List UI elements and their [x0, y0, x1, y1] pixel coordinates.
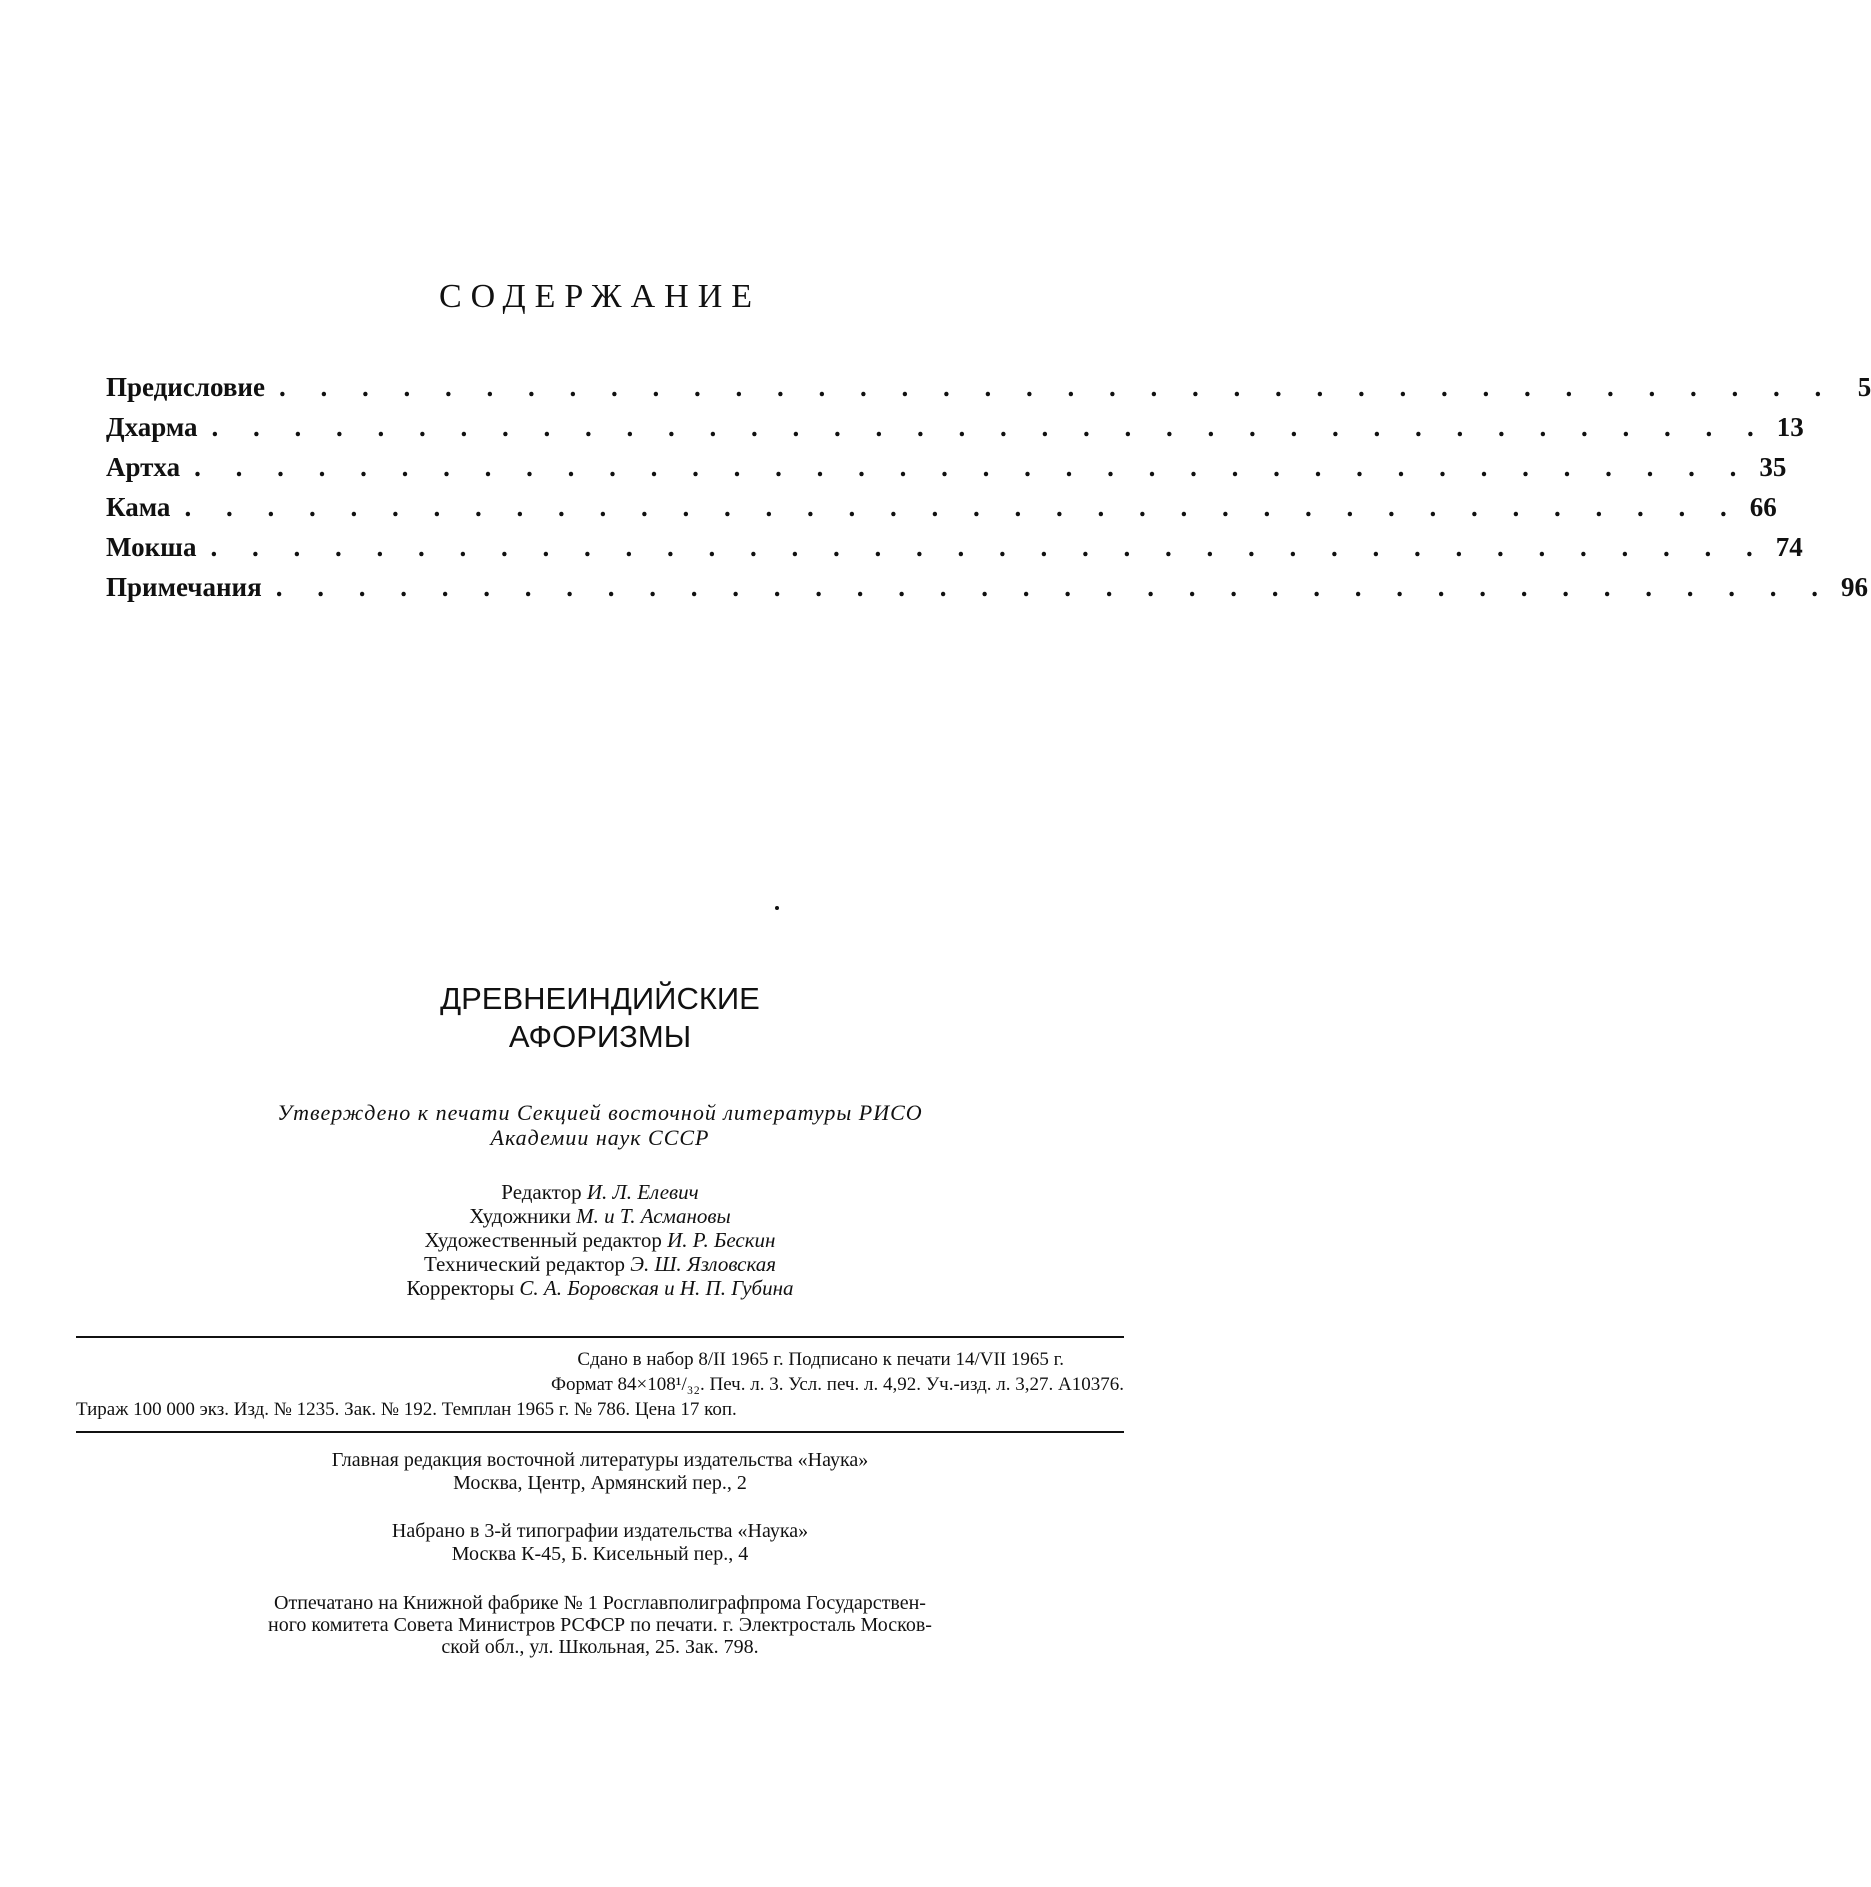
- printer-line: Отпечатано на Книжной фабрике № 1 Росглавполиграфпрома Государствен-: [274, 1592, 926, 1614]
- print-speck: [775, 906, 779, 910]
- imprint-line: Тираж 100 000 экз. Изд. № 1235. Зак. № 192. Темплан 1965 г. № 786. Цена 17 коп.: [76, 1399, 737, 1420]
- toc-leader-dots: . . . . . . . . . . . . . . . . . . . . . . . . . . . . . . . . . . . . . .: [211, 412, 1768, 442]
- credit-role: Технический редактор: [423, 1252, 626, 1276]
- credit-name: И. Л. Елевич: [586, 1180, 699, 1204]
- toc-entry-label: Примечания: [106, 572, 262, 602]
- toc-entry: [106, 452, 1787, 492]
- toc-entry-label: Дхарма: [106, 412, 198, 442]
- credits-block: [0, 1180, 1200, 1300]
- toc-leader-dots: . . . . . . . . . . . . . . . . . . . . . . . . . . . . . . . . . . . . . .: [210, 532, 1767, 562]
- credit-name: И. Р. Бескин: [667, 1228, 776, 1252]
- credit-line: [0, 1228, 1200, 1252]
- printer-info: [76, 1592, 1124, 1658]
- credit-role: Редактор: [501, 1180, 582, 1204]
- typesetter-line: Москва К-45, Б. Кисельный пер., 4: [451, 1543, 749, 1565]
- table-of-contents: [106, 372, 1871, 612]
- credit-line: [0, 1180, 1200, 1204]
- credit-role: Художественный редактор: [424, 1228, 662, 1252]
- toc-entry-label: Кама: [106, 492, 171, 522]
- toc-entry-label: Артха: [106, 452, 181, 482]
- credit-line: [0, 1276, 1200, 1300]
- credit-name: М. и Т. Асмановы: [576, 1204, 731, 1228]
- print-imprint: [76, 1347, 1124, 1422]
- toc-entry-page: 96: [1840, 572, 1868, 602]
- toc-entry-page: 13: [1776, 412, 1804, 442]
- toc-leader-dots: . . . . . . . . . . . . . . . . . . . . . . . . . . . . . . . . . . . . . .: [194, 452, 1751, 482]
- toc-entry: [106, 532, 1803, 572]
- typesetter-line: Набрано в 3-й типографии издательства «Наука»: [391, 1520, 809, 1542]
- credit-line: [0, 1252, 1200, 1276]
- credit-name: С. А. Боровская и Н. П. Губина: [519, 1276, 794, 1300]
- credit-name: Э. Ш. Язловская: [630, 1252, 777, 1276]
- publisher-line: Москва, Центр, Армянский пер., 2: [453, 1472, 747, 1494]
- book-title-line: ДРЕВНЕИНДИЙСКИЕ: [440, 981, 760, 1016]
- publisher-line: Главная редакция восточной литературы издательства «Наука»: [331, 1449, 869, 1471]
- typesetter-info: [0, 1520, 1200, 1566]
- credit-line: [0, 1204, 1200, 1228]
- printer-line: ного комитета Совета Министров РСФСР по печати. г. Электросталь Москов-: [268, 1614, 932, 1636]
- divider-bottom: [76, 1431, 1124, 1433]
- approval-line: Академии наук СССР: [490, 1125, 710, 1150]
- toc-entry: [106, 572, 1868, 612]
- toc-entry-page: 74: [1775, 532, 1803, 562]
- toc-entry: [106, 372, 1871, 412]
- toc-leader-dots: . . . . . . . . . . . . . . . . . . . . . . . . . . . . . . . . . . . . . .: [275, 572, 1832, 602]
- toc-leader-dots: . . . . . . . . . . . . . . . . . . . . . . . . . . . . . . . . . . . . . .: [278, 372, 1836, 402]
- printer-line: ской обл., ул. Школьная, 25. Зак. 798.: [441, 1636, 759, 1658]
- toc-title: СОДЕРЖАНИЕ: [438, 278, 762, 315]
- book-title: [0, 980, 1200, 1056]
- toc-entry-label: Предисловие: [106, 372, 265, 402]
- approval-note: [0, 1100, 1200, 1150]
- toc-entry: [106, 492, 1777, 532]
- credit-role: Художники: [469, 1204, 571, 1228]
- toc-entry-page: 35: [1759, 452, 1787, 482]
- divider-top: [76, 1336, 1124, 1338]
- toc-leader-dots: . . . . . . . . . . . . . . . . . . . . . . . . . . . . . . . . . . . . . .: [184, 492, 1741, 522]
- imprint-line: Формат 84×108¹/₃₂. Печ. л. 3. Усл. печ. л. 4,92. Уч.-изд. л. 3,27. А10376.: [550, 1374, 1124, 1395]
- toc-entry-label: Мокша: [106, 532, 197, 562]
- publisher-info: [0, 1449, 1200, 1495]
- approval-line: Утверждено к печати Секцией восточной литературы РИСО: [277, 1100, 923, 1125]
- imprint-line: Сдано в набор 8/II 1965 г. Подписано к печати 14/VII 1965 г.: [577, 1349, 1064, 1370]
- credit-role: Корректоры: [406, 1276, 515, 1300]
- toc-entry-page: 66: [1749, 492, 1777, 522]
- toc-entry-page: 5: [1857, 372, 1871, 402]
- toc-entry: [106, 412, 1804, 452]
- book-title-line: АФОРИЗМЫ: [508, 1019, 692, 1054]
